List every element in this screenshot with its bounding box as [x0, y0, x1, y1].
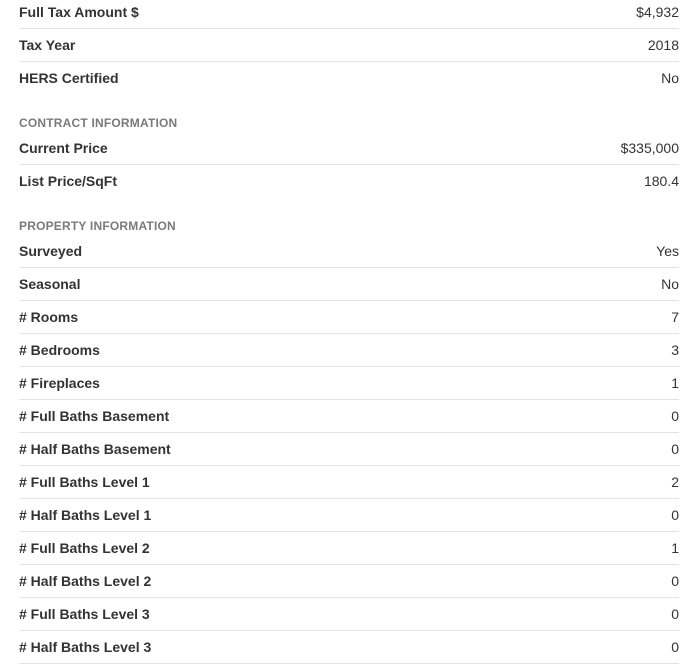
detail-row-tax-year [19, 29, 679, 62]
detail-row-rooms [19, 301, 679, 334]
detail-label: Full Tax Amount $ [19, 4, 139, 20]
section-title-property: PROPERTY INFORMATION [19, 219, 176, 233]
detail-label: # Full Baths Level 2 [19, 540, 150, 556]
detail-row-full-baths-level-3 [19, 598, 679, 631]
detail-row-half-baths-level-2 [19, 565, 679, 598]
detail-value: 0 [671, 639, 679, 655]
detail-label: Seasonal [19, 276, 81, 292]
detail-label: # Full Baths Level 3 [19, 606, 150, 622]
detail-value: No [661, 276, 679, 292]
detail-row-surveyed [19, 235, 679, 268]
detail-row-hers-certified [19, 62, 679, 94]
detail-value: No [661, 70, 679, 86]
detail-value: 1 [671, 540, 679, 556]
detail-label: Current Price [19, 140, 108, 156]
detail-row-fireplaces [19, 367, 679, 400]
detail-label: # Half Baths Level 3 [19, 639, 152, 655]
detail-label: # Bedrooms [19, 342, 100, 358]
detail-label: # Half Baths Basement [19, 441, 171, 457]
detail-row-full-tax-amount [19, 0, 679, 29]
detail-label: # Full Baths Basement [19, 408, 170, 424]
detail-label: Surveyed [19, 243, 83, 259]
section-title-contract: CONTRACT INFORMATION [19, 116, 178, 130]
tax-section [19, 0, 679, 94]
property-section [19, 197, 679, 664]
detail-value: $4,932 [636, 4, 679, 20]
detail-value: 0 [671, 507, 679, 523]
detail-value: 2018 [647, 37, 679, 53]
detail-value: 7 [671, 309, 679, 325]
detail-row-full-baths-level-1 [19, 466, 679, 499]
detail-row-half-baths-level-1 [19, 499, 679, 532]
detail-label: List Price/SqFt [19, 173, 118, 189]
detail-value: 3 [671, 342, 679, 358]
detail-row-half-baths-level-3 [19, 631, 679, 664]
detail-value: Yes [656, 243, 679, 259]
detail-label: # Half Baths Level 2 [19, 573, 152, 589]
detail-label: # Fireplaces [19, 375, 100, 391]
detail-label: # Rooms [19, 309, 79, 325]
detail-value: 0 [671, 573, 679, 589]
detail-value: 2 [671, 474, 679, 490]
detail-value: 180.4 [643, 173, 679, 189]
detail-label: # Full Baths Level 1 [19, 474, 150, 490]
detail-row-full-baths-basement [19, 400, 679, 433]
detail-value: 1 [671, 375, 679, 391]
detail-row-bedrooms [19, 334, 679, 367]
detail-value: 0 [671, 606, 679, 622]
detail-row-full-baths-level-2 [19, 532, 679, 565]
detail-row-seasonal [19, 268, 679, 301]
detail-value: $335,000 [620, 140, 679, 156]
contract-section [19, 94, 679, 197]
detail-row-list-price-sqft [19, 165, 679, 197]
detail-row-current-price [19, 132, 679, 165]
detail-value: 0 [671, 441, 679, 457]
detail-label: HERS Certified [19, 70, 119, 86]
detail-row-half-baths-basement [19, 433, 679, 466]
detail-label: Tax Year [19, 37, 76, 53]
detail-value: 0 [671, 408, 679, 424]
detail-label: # Half Baths Level 1 [19, 507, 152, 523]
